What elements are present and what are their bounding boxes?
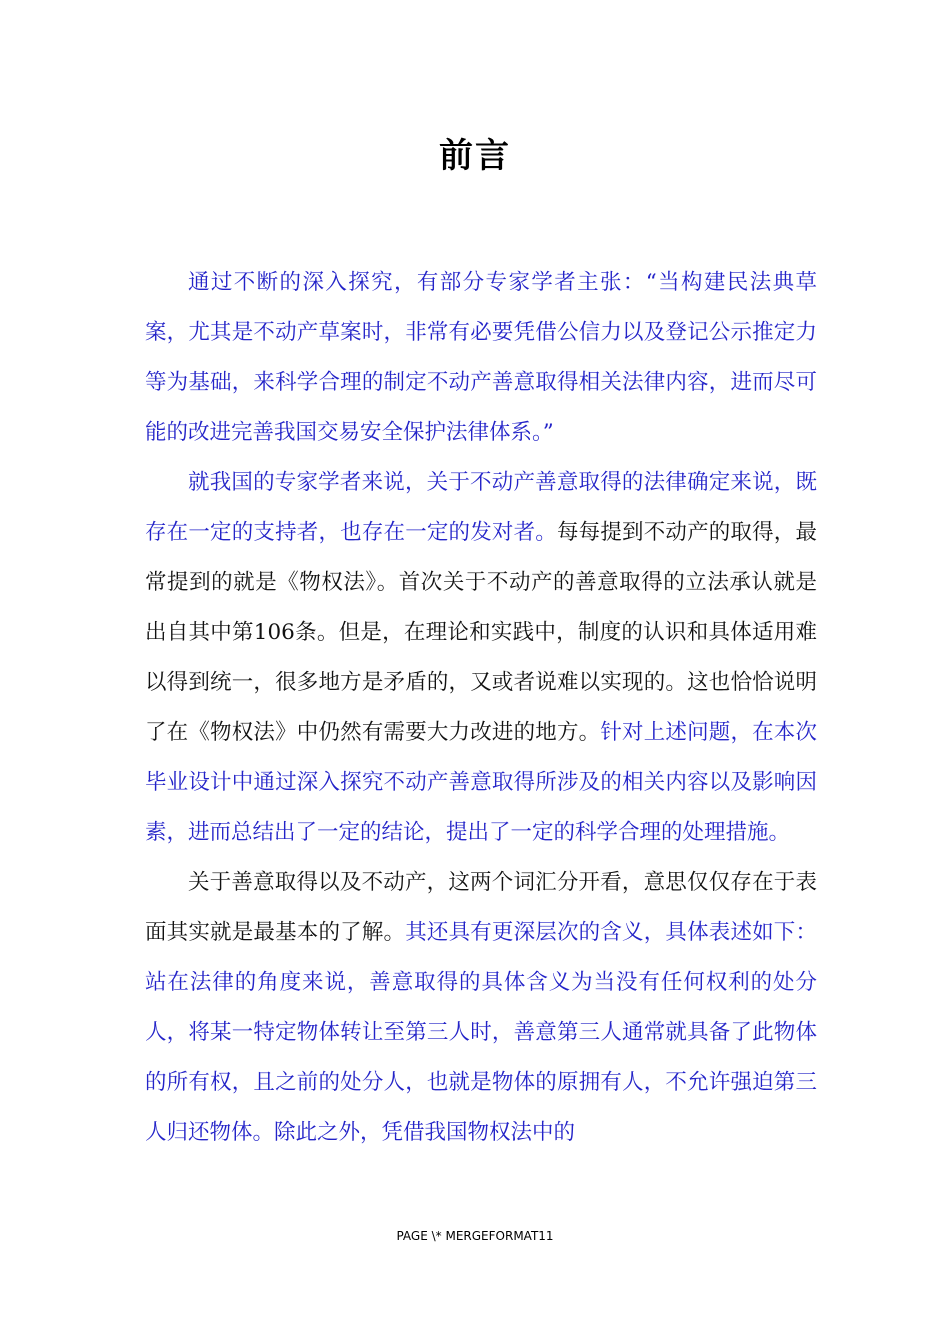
page-title: 前言 (439, 136, 511, 176)
paragraph-3 (145, 858, 817, 1158)
paragraph-1-text: 通过不断的深入探究，有部分专家学者主张：“当构建民法典草案，尤其是不动产草案时，非常有必要凭借公信力以及登记公示推定力等为基础，来科学合理的制定不动产善意取得相关法律内容，进而尽可能的改进完善我国交易安全保护法律体系。” (145, 270, 817, 445)
paragraph-1 (145, 258, 817, 458)
paragraph-2-text-c: 针对上述问题，在本次毕业设计中通过深入探究不动产善意取得所涉及的相关内容以及影响因素，进而总结出了一定的结论，提出了一定的科学合理的处理措施。 (145, 720, 817, 845)
paragraph-2-text-a: 就我国的专家学者来说，关于不动产善意取得的法律确定来说，既存在一定的支持者，也存在一定的发对者。 (145, 470, 817, 545)
paragraph-2 (145, 458, 817, 858)
paragraph-2-text-b: 每每提到不动产的取得，最常提到的就是《物权法》。首次关于不动产的善意取得的立法承认就是出自其中第106条。但是，在理论和实践中，制度的认识和具体适用难以得到统一，很多地方是矛盾的，又或者说难以实现的。这也恰恰说明了在《物权法》中仍然有需要大力改进的地方。 (145, 520, 817, 745)
page-footer: PAGE \* MERGEFORMAT11 (396, 1229, 554, 1243)
paragraph-3-text-b: 其还具有更深层次的含义，具体表述如下：站在法律的角度来说，善意取得的具体含义为当没有任何权利的处分人，将某一特定物体转让至第三人时，善意第三人通常就具备了此物体的所有权，且之前的处分人，也就是物体的原拥有人，不允许强迫第三人归还物体。除此之外，凭借我国物权法中的 (145, 920, 817, 1145)
body-text (145, 258, 817, 1158)
paragraph-3-text-a: 关于善意取得以及不动产，这两个词汇分开看，意思仅仅存在于表面其实就是最基本的了解。 (145, 870, 817, 945)
